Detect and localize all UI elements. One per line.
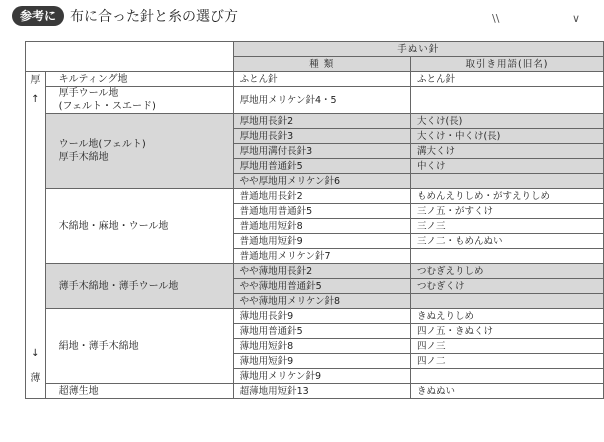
needle-kind: 薄地用メリケン針9 — [233, 369, 410, 384]
fabric-label-line: (フェルト・スエード) — [58, 101, 156, 112]
trade-term: 溝大くけ — [410, 144, 603, 159]
needle-kind: 普通地用長針2 — [233, 189, 410, 204]
header — [12, 4, 238, 28]
down-arrow-icon: ↓ — [31, 348, 40, 359]
trade-term — [410, 87, 603, 114]
needle-kind: 厚地用長針2 — [233, 114, 410, 129]
trade-term: 三ノ二・もめんぬい — [410, 234, 603, 249]
trade-term: 大くけ(長) — [410, 114, 603, 129]
trade-term: ふとん針 — [410, 72, 603, 87]
table-row — [26, 114, 604, 129]
needle-table — [25, 41, 604, 399]
table-row — [26, 264, 604, 279]
table-row — [26, 87, 604, 114]
fabric-label-line: 薄手木綿地・薄手ウール地 — [58, 280, 179, 292]
fabric-label — [45, 264, 233, 309]
needle-kind: 厚地用メリケン針4・5 — [233, 87, 410, 114]
table-row — [26, 189, 604, 204]
needle-kind: 厚地用溝付長針3 — [233, 144, 410, 159]
thin-label: 薄 — [30, 373, 41, 384]
trade-term: つむぎえりしめ — [410, 264, 603, 279]
scribble-mark: ∨ — [572, 12, 581, 25]
fabric-label-line: 木綿地・麻地・ウール地 — [58, 220, 169, 232]
thickness-scale — [26, 72, 46, 399]
header-row — [26, 42, 604, 57]
fabric-label-line: 厚手ウール地 — [58, 88, 119, 99]
thick-label: 厚 — [30, 75, 41, 86]
needle-kind: 薄地用普通針5 — [233, 324, 410, 339]
needle-kind: やや厚地用メリケン針6 — [233, 174, 410, 189]
trade-term: 四ノ三 — [410, 339, 603, 354]
top-header: 手ぬい針 — [233, 42, 603, 57]
trade-term: きぬぬい — [410, 384, 603, 399]
column-header-term: 取引き用語(旧名) — [410, 57, 603, 72]
needle-kind: 普通地用短針9 — [233, 234, 410, 249]
needle-kind: 厚地用普通針5 — [233, 159, 410, 174]
trade-term: 四ノ二 — [410, 354, 603, 369]
table-row — [26, 72, 604, 87]
needle-kind: 普通地用普通針5 — [233, 204, 410, 219]
needle-kind: やや薄地用普通針5 — [233, 279, 410, 294]
corner-cell — [26, 42, 234, 72]
trade-term: 中くけ — [410, 159, 603, 174]
fabric-label-line: キルティング地 — [58, 73, 128, 85]
needle-kind: 厚地用長針3 — [233, 129, 410, 144]
trade-term — [410, 369, 603, 384]
fabric-label-line: ウール地(フェルト) — [58, 139, 146, 150]
table-row — [26, 384, 604, 399]
fabric-label — [45, 384, 233, 399]
needle-kind: やや薄地用長針2 — [233, 264, 410, 279]
fabric-label — [45, 87, 233, 114]
trade-term — [410, 174, 603, 189]
up-arrow-icon: ↑ — [31, 94, 40, 105]
fabric-label — [45, 72, 233, 87]
needle-kind: やや薄地用メリケン針8 — [233, 294, 410, 309]
scribble-mark: \\ — [492, 12, 500, 25]
trade-term — [410, 294, 603, 309]
needle-kind: 薄地用長針9 — [233, 309, 410, 324]
needle-kind: 薄地用短針8 — [233, 339, 410, 354]
needle-kind: 普通地用メリケン針7 — [233, 249, 410, 264]
table-row — [26, 309, 604, 324]
reference-badge: 参考に — [12, 6, 64, 26]
page-title: 布に合った針と糸の選び方 — [70, 9, 239, 25]
trade-term: 三ノ三 — [410, 219, 603, 234]
needle-kind: 薄地用短針9 — [233, 354, 410, 369]
trade-term: 大くけ・中くけ(長) — [410, 129, 603, 144]
fabric-label — [45, 114, 233, 189]
trade-term: つむぎくけ — [410, 279, 603, 294]
needle-kind: ふとん針 — [233, 72, 410, 87]
fabric-label-line: 絹地・薄手木綿地 — [58, 340, 139, 352]
needle-kind: 超薄地用短針13 — [233, 384, 410, 399]
fabric-label — [45, 309, 233, 384]
trade-term — [410, 249, 603, 264]
fabric-label-line: 厚手木綿地 — [58, 152, 109, 163]
trade-term: 四ノ五・きぬくけ — [410, 324, 603, 339]
trade-term: もめんえりしめ・がすえりしめ — [410, 189, 603, 204]
fabric-label — [45, 189, 233, 264]
column-header-kind: 種 類 — [233, 57, 410, 72]
fabric-label-line: 超薄生地 — [58, 385, 99, 397]
trade-term: 三ノ五・がすくけ — [410, 204, 603, 219]
needle-kind: 普通地用短針8 — [233, 219, 410, 234]
trade-term: きぬえりしめ — [410, 309, 603, 324]
